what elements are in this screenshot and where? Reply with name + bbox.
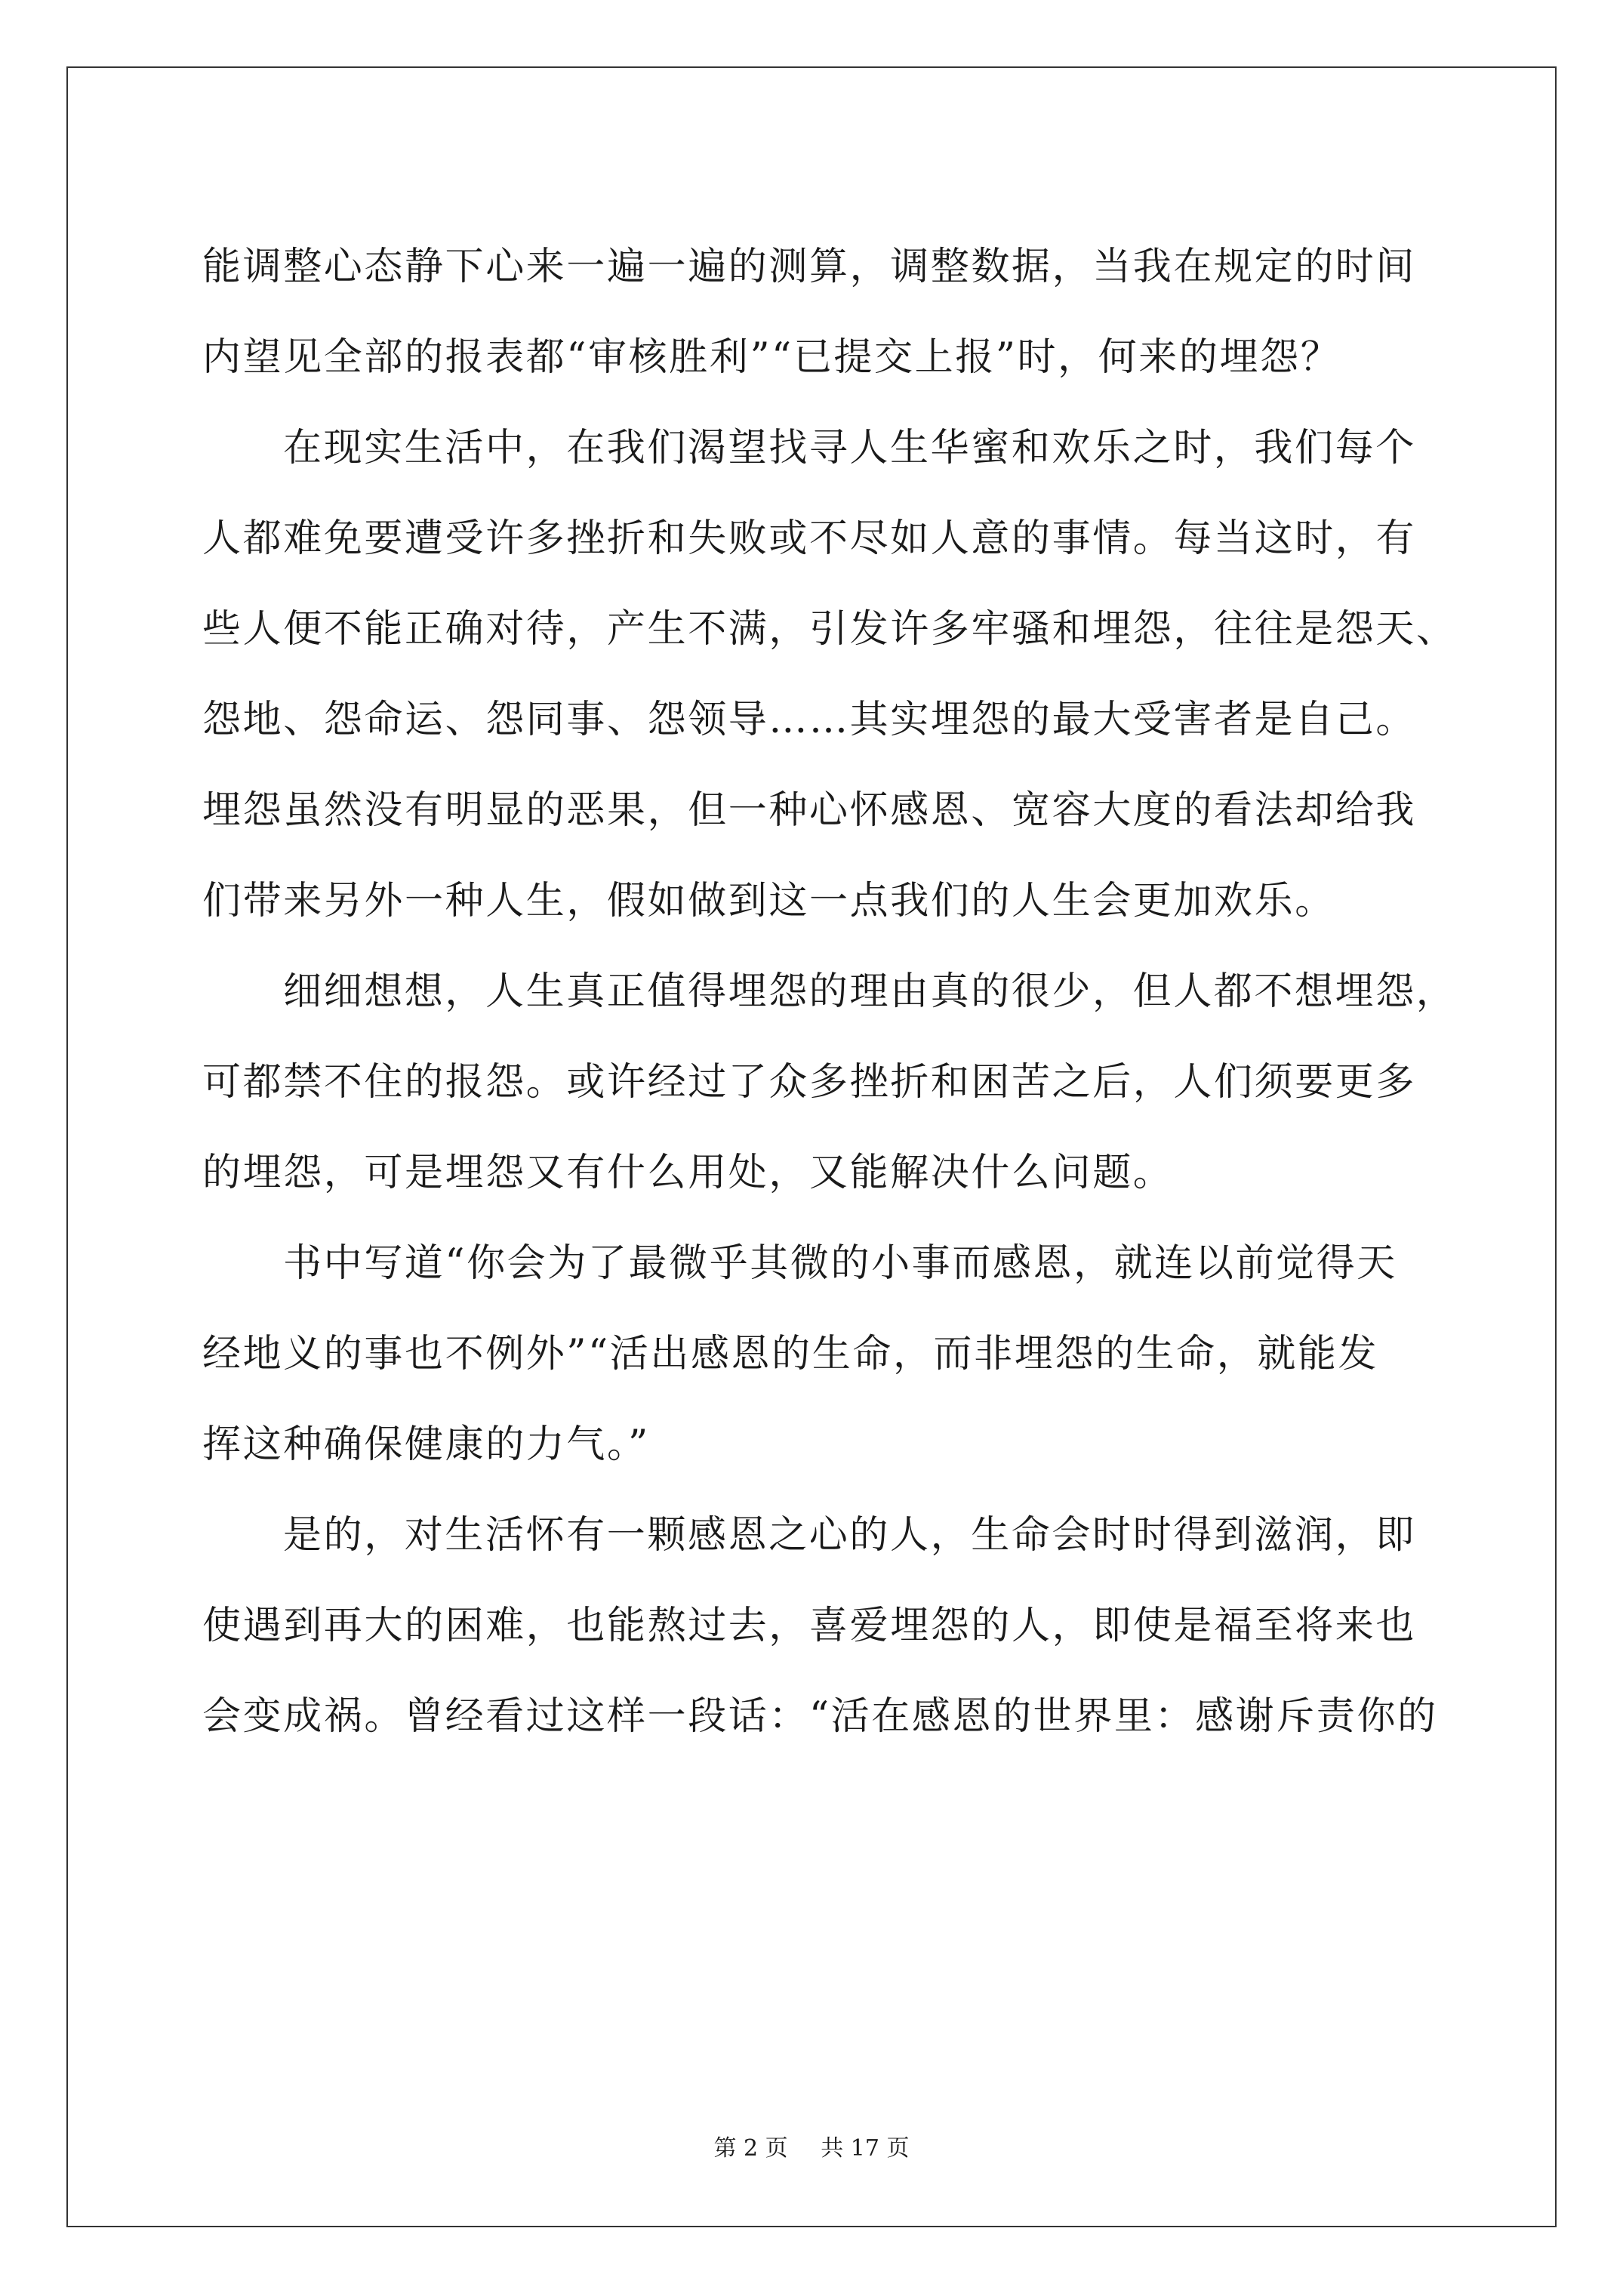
text-line: 些人便不能正确对待，产生不满，引发许多牢骚和埋怨，往往是怨天、 [202,607,1457,652]
text-line: 是的，对生活怀有一颗感恩之心的人，生命会时时得到滋润，即 [283,1513,1416,1558]
text-line: 经地义的事也不例外”“活出感恩的生命，而非埋怨的生命，就能发 [202,1332,1379,1376]
text-line: 人都难免要遭受许多挫折和失败或不尽如人意的事情。每当这时，有 [202,516,1417,561]
text-line: 会变成祸。曾经看过这样一段话：“活在感恩的世界里：感谢斥责你的 [202,1694,1438,1739]
page-total: 共 17 页 [821,2135,910,2162]
text-line: 怨地、怨命运、怨同事、怨领导……其实埋怨的最大受害者是自己。 [202,698,1417,742]
text-line: 可都禁不住的报怨。或许经过了众多挫折和困苦之后，人们须要更多 [202,1060,1417,1105]
text-line: 们带来另外一种人生，假如做到这一点我们的人生会更加欢乐。 [202,879,1335,923]
text-line: 书中写道“你会为了最微乎其微的小事而感恩，就连以前觉得天 [283,1241,1397,1286]
text-line: 使遇到再大的困难，也能熬过去，喜爱埋怨的人，即使是福至将来也 [202,1604,1417,1648]
page-number: 第 2 页 [713,2135,788,2162]
page-footer [0,2134,1623,2164]
document-body [202,222,1455,1762]
text-line: 埋怨虽然没有明显的恶果，但一种心怀感恩、宽容大度的看法却给我 [202,788,1417,833]
text-line: 内望见全部的报表都“审核胜利”“已提交上报”时，何来的埋怨？ [202,335,1341,380]
text-line: 挥这种确保健康的力气。” [202,1422,650,1467]
text-line: 在现实生活中，在我们渴望找寻人生华蜜和欢乐之时，我们每个 [283,426,1416,470]
text-line: 细细想想，人生真正值得埋怨的理由真的很少，但人都不想埋怨， [283,969,1457,1014]
text-line: 的埋怨，可是埋怨又有什么用处，又能解决什么问题。 [202,1151,1174,1195]
text-line: 能调整心态静下心来一遍一遍的测算，调整数据，当我在规定的时间 [202,245,1417,289]
